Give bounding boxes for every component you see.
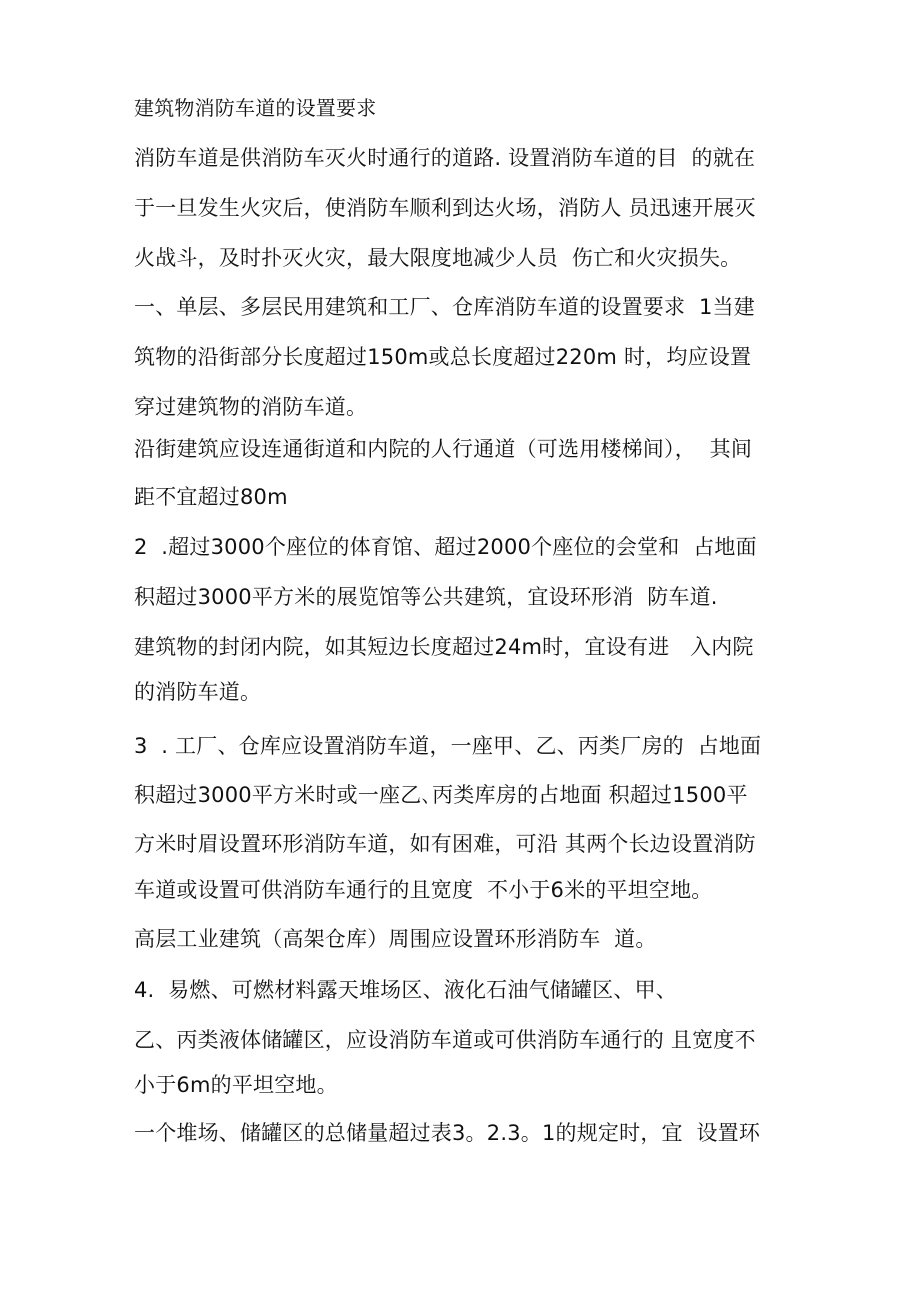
paragraph-line: 车道或设置可供消防车通行的且宽度 不小于6米的平坦空地。 [134, 878, 713, 902]
paragraph-line: 建筑物的封闭内院，如其短边长度超过24m时，宜设有进 入内院 [134, 635, 754, 659]
paragraph-line: 积超过3000平方米的展览馆等公共建筑，宜设环形消 防车道. [134, 585, 718, 609]
paragraph-line: 小于6m的平坦空地。 [134, 1073, 338, 1097]
paragraph-line: 沿街建筑应设连通街道和内院的人行通道（可选用楼梯间）， 其间 [134, 437, 753, 461]
paragraph-line: 消防车道是供消防车灭火时通行的道路. 设置消防车道的目 的就在 [134, 146, 756, 170]
paragraph-line: 筑物的沿街部分长度超过150m或总长度超过220m 时，均应设置 [134, 345, 752, 369]
paragraph-line: 高层工业建筑（高架仓库）周围应设置环形消防车 道。 [134, 927, 657, 951]
paragraph-line: 3 . 工厂、仓库应设置消防车道，一座甲、乙、丙类厂房的 占地面 [134, 734, 762, 758]
paragraph-line: 于一旦发生火灾后，使消防车顺利到达火场，消防人 员迅速开展灭 [134, 196, 756, 220]
paragraph-line: 4. 易燃、可燃材料露天堆场区、液化石油气储罐区、甲、 [134, 978, 677, 1002]
paragraph-line: 一、单层、多层民用建筑和工厂、仓库消防车道的设置要求 1当建 [134, 295, 755, 319]
paragraph-line: 乙、丙类液体储罐区，应设消防车道或可供消防车通行的 且宽度不 [134, 1028, 756, 1052]
document-title: 建筑物消防车道的设置要求 [134, 96, 377, 120]
paragraph-line: 一个堆场、储罐区的总储量超过表3。2.3。1的规定时，宜 设置环 [134, 1121, 761, 1145]
paragraph-line: 火战斗，及时扑灭火灾，最大限度地减少人员 伤亡和火灾损失。 [134, 246, 742, 270]
paragraph-line: 的消防车道。 [134, 680, 262, 704]
paragraph-line: 2 .超过3000个座位的体育馆、超过2000个座位的会堂和 占地面 [134, 535, 757, 559]
paragraph-line: 距不宜超过80m [134, 485, 288, 509]
paragraph-line: 积超过3000平方米时或一座乙､丙类库房的占地面 积超过1500平 [134, 783, 748, 807]
paragraph-line: 穿过建筑物的消防车道。 [134, 395, 368, 419]
paragraph-line: 方米时眉设置环形消防车道，如有困难，可沿 其两个长边设置消防 [134, 832, 756, 856]
